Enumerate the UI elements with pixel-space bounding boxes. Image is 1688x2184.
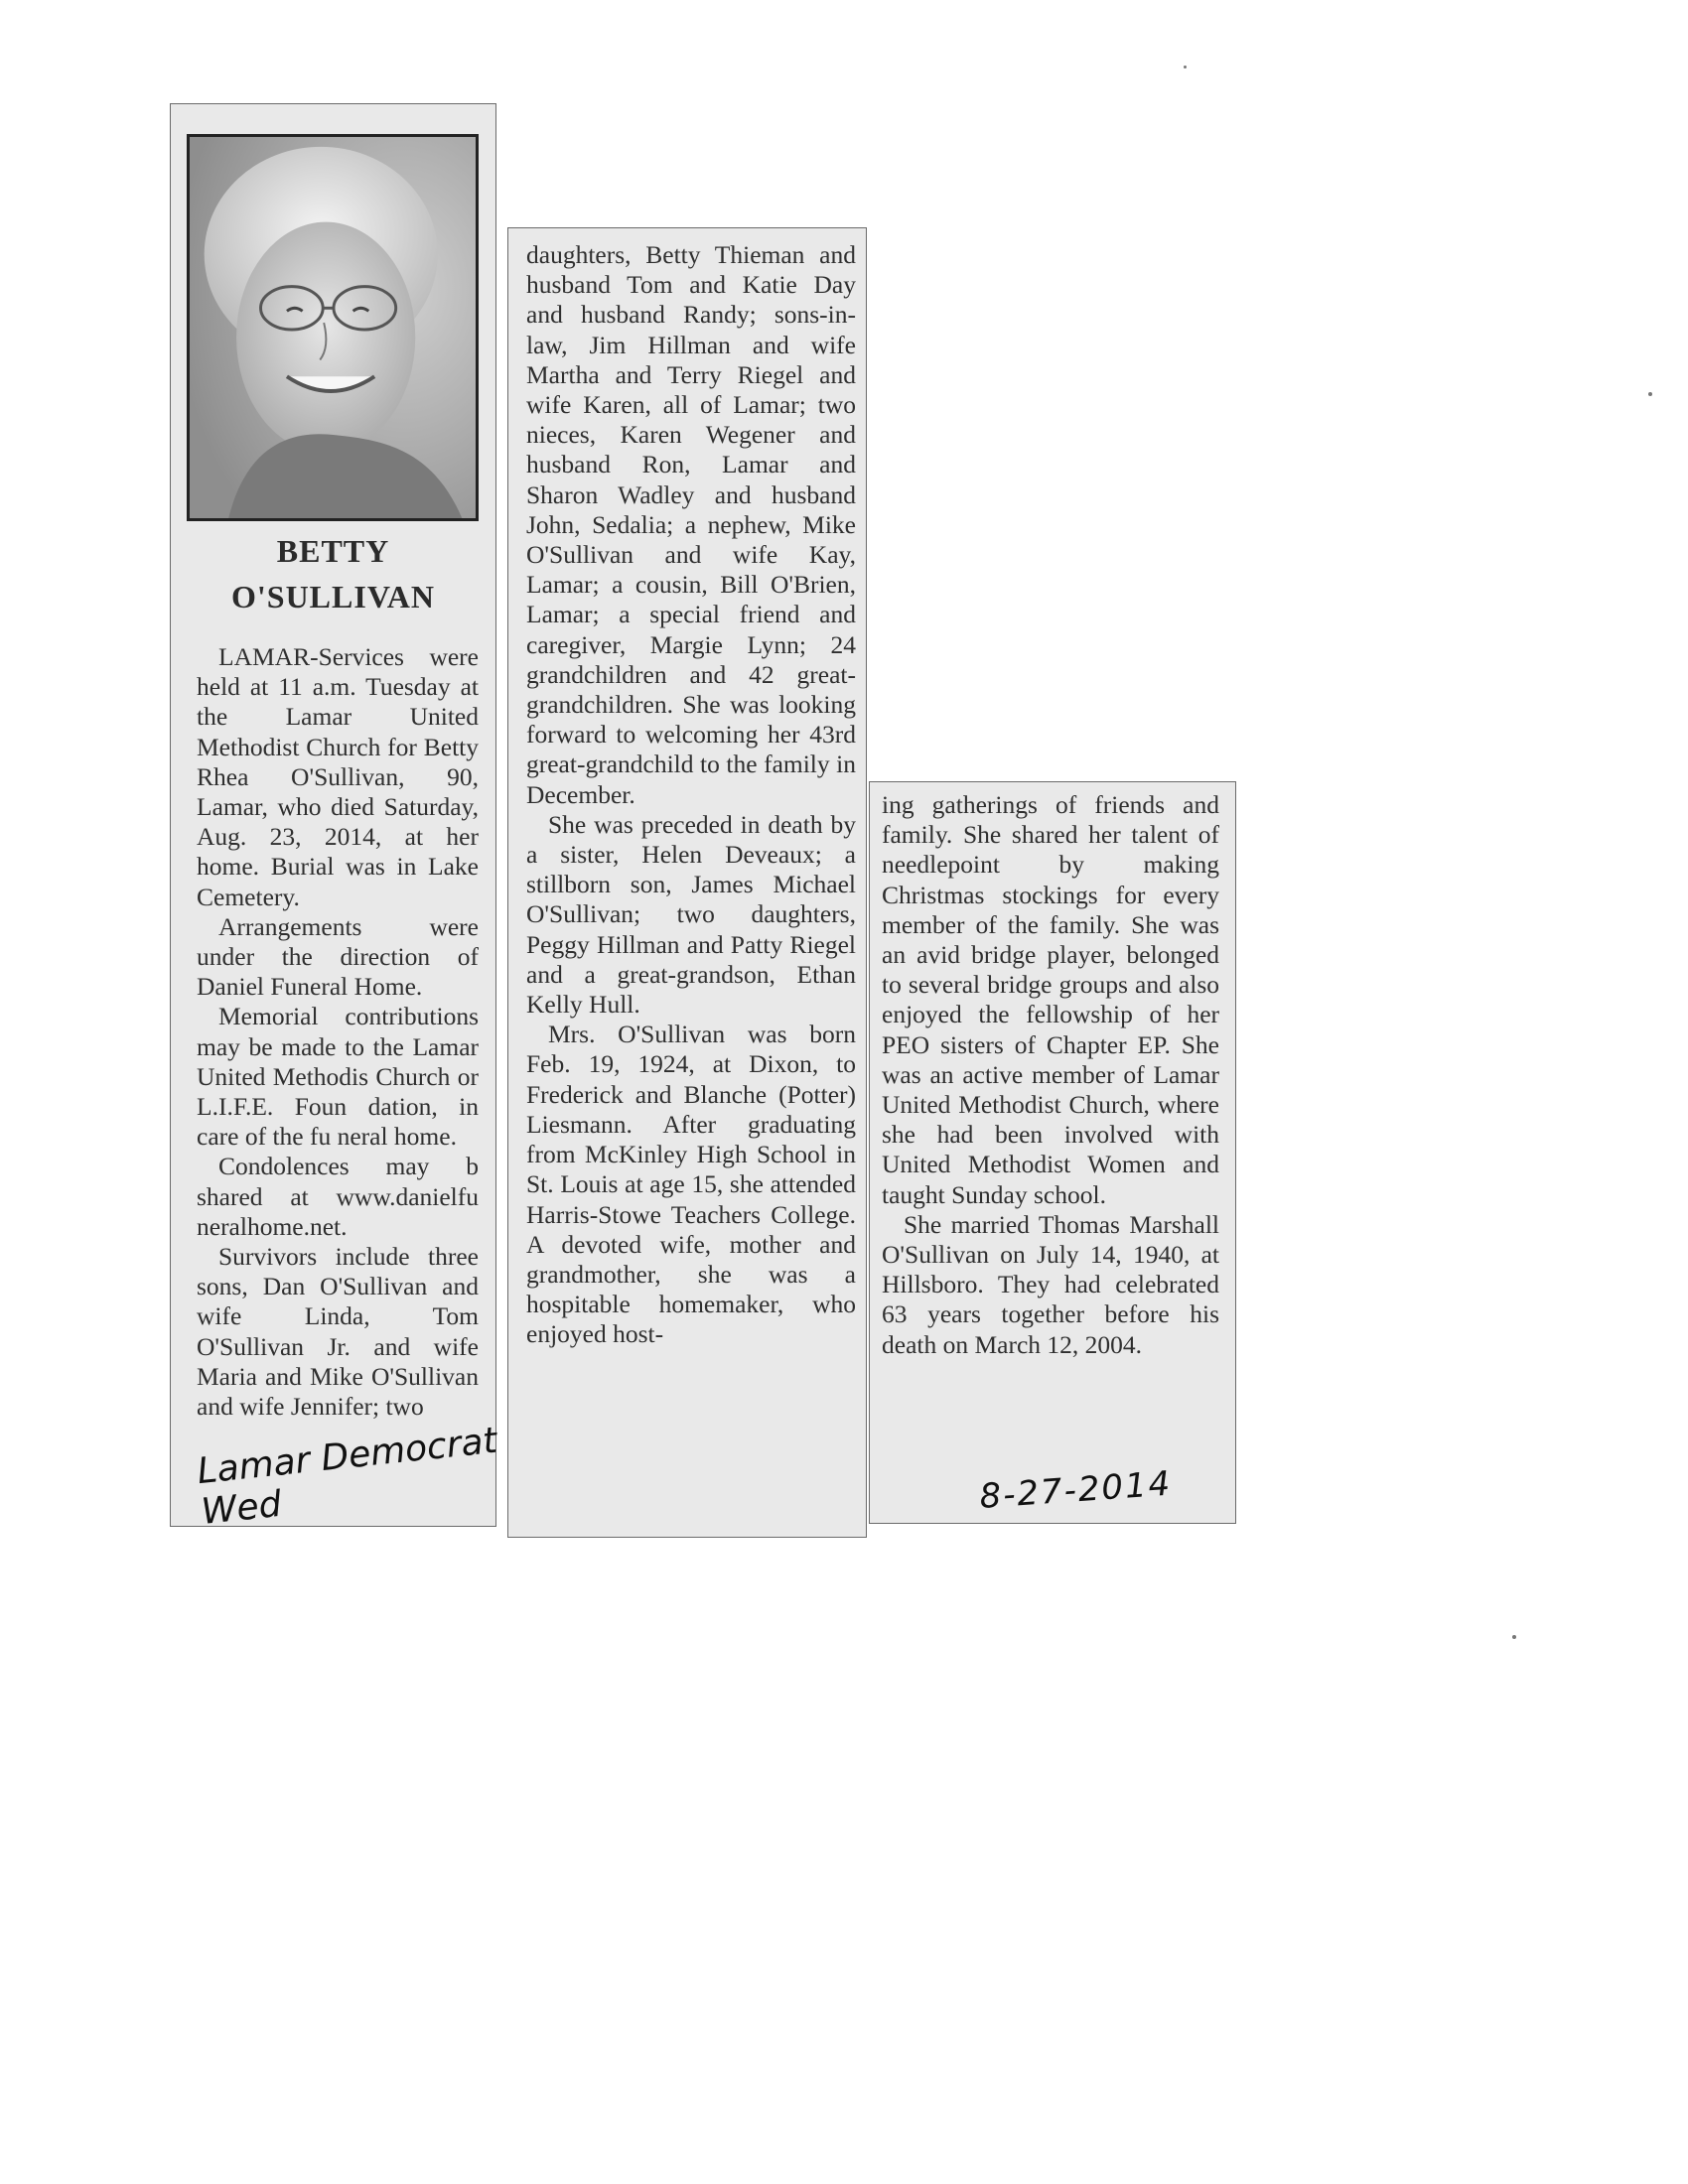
scan-speck — [1648, 392, 1652, 396]
paragraph: ing gatherings of friends and family. She shared her talent of needlepoint by making Christmas stockings for every member of the family. She was an avid bridge player, belonged to several bridge groups and also enjoyed the fellowship of her PEO sisters of Chapter EP. She was an active member of Lamar United Methodist Church, where she had been involved with United Methodist Women and taught Sunday school. — [882, 790, 1219, 1209]
obituary-column-1 — [171, 104, 495, 1526]
column-3-text — [882, 790, 1219, 1360]
paragraph: LAMAR-Services were held at 11 a.m. Tuesday at the Lamar United Methodist Church for Betty Rhea O'Sullivan, 90, Lamar, who died Saturday, Aug. 23, 2014, at her home. Burial was in Lake Cemetery. — [197, 642, 479, 911]
portrait-image — [190, 137, 476, 518]
scan-speck — [1184, 66, 1187, 68]
obituary-column-2 — [508, 228, 866, 1537]
paragraph: Survivors include three sons, Dan O'Sullivan and wife Linda, Tom O'Sullivan Jr. and wife Maria and Mike O'Sullivan and wife Jennifer; two — [197, 1242, 479, 1422]
scan-speck — [1512, 1635, 1516, 1639]
paragraph: She married Thomas Marshall O'Sullivan on July 14, 1940, at Hillsboro. They had celebrated 63 years together before his death on March 12, 2004. — [882, 1209, 1219, 1359]
handwritten-newspaper-note: Lamar Democrat Wed — [195, 1420, 499, 1533]
obituary-name-last: O'SULLIVAN — [230, 579, 436, 614]
portrait-photo — [187, 134, 479, 521]
paragraph: Arrangements were under the direction of Daniel Funeral Home. — [197, 911, 479, 1002]
obituary-column-3 — [870, 782, 1235, 1523]
obituary-name-first: BETTY — [276, 533, 390, 569]
column-2-text — [526, 240, 856, 1350]
column-1-text — [197, 642, 479, 1422]
paragraph: Mrs. O'Sullivan was born Feb. 19, 1924, at Dixon, to Frederick and Blanche (Potter) Liesmann. After graduating from McKinley High School in St. Louis at age 15, she attended Harris-Stowe Teachers College. A devoted wife, mother and grandmother, she was a hospitable homemaker, who enjoyed host- — [526, 1020, 856, 1349]
paragraph: She was preceded in death by a sister, Helen Deveaux; a stillborn son, James Michael O'Sullivan; two daughters, Peggy Hillman and Patty Riegel and a great-grandson, Ethan Kelly Hull. — [526, 809, 856, 1020]
paragraph: Condolences may b shared at www.danielfu neralhome.net. — [197, 1152, 479, 1241]
paragraph: Memorial contributions may be made to the Lamar United Methodis Church or L.I.F.E. Foun dation, in care of the fu neral home. — [197, 1002, 479, 1152]
paragraph: daughters, Betty Thieman and husband Tom and Katie Day and husband Randy; sons-in-law, Jim Hillman and wife Martha and Terry Riegel and wife Karen, all of Lamar; two nieces, Karen Wegener and husband Ron, Lamar and Sharon Wadley and husband John, Sedalia; a nephew, Mike O'Sullivan and wife Kay, Lamar; a cousin, Bill O'Brien, Lamar; a special friend and caregiver, Margie Lynn; 24 grandchildren and 42 great-grandchildren. She was looking forward to welcoming her 43rd great-grandchild to the family in December. — [526, 240, 856, 809]
handwritten-date: 8-27-2014 — [978, 1463, 1174, 1517]
